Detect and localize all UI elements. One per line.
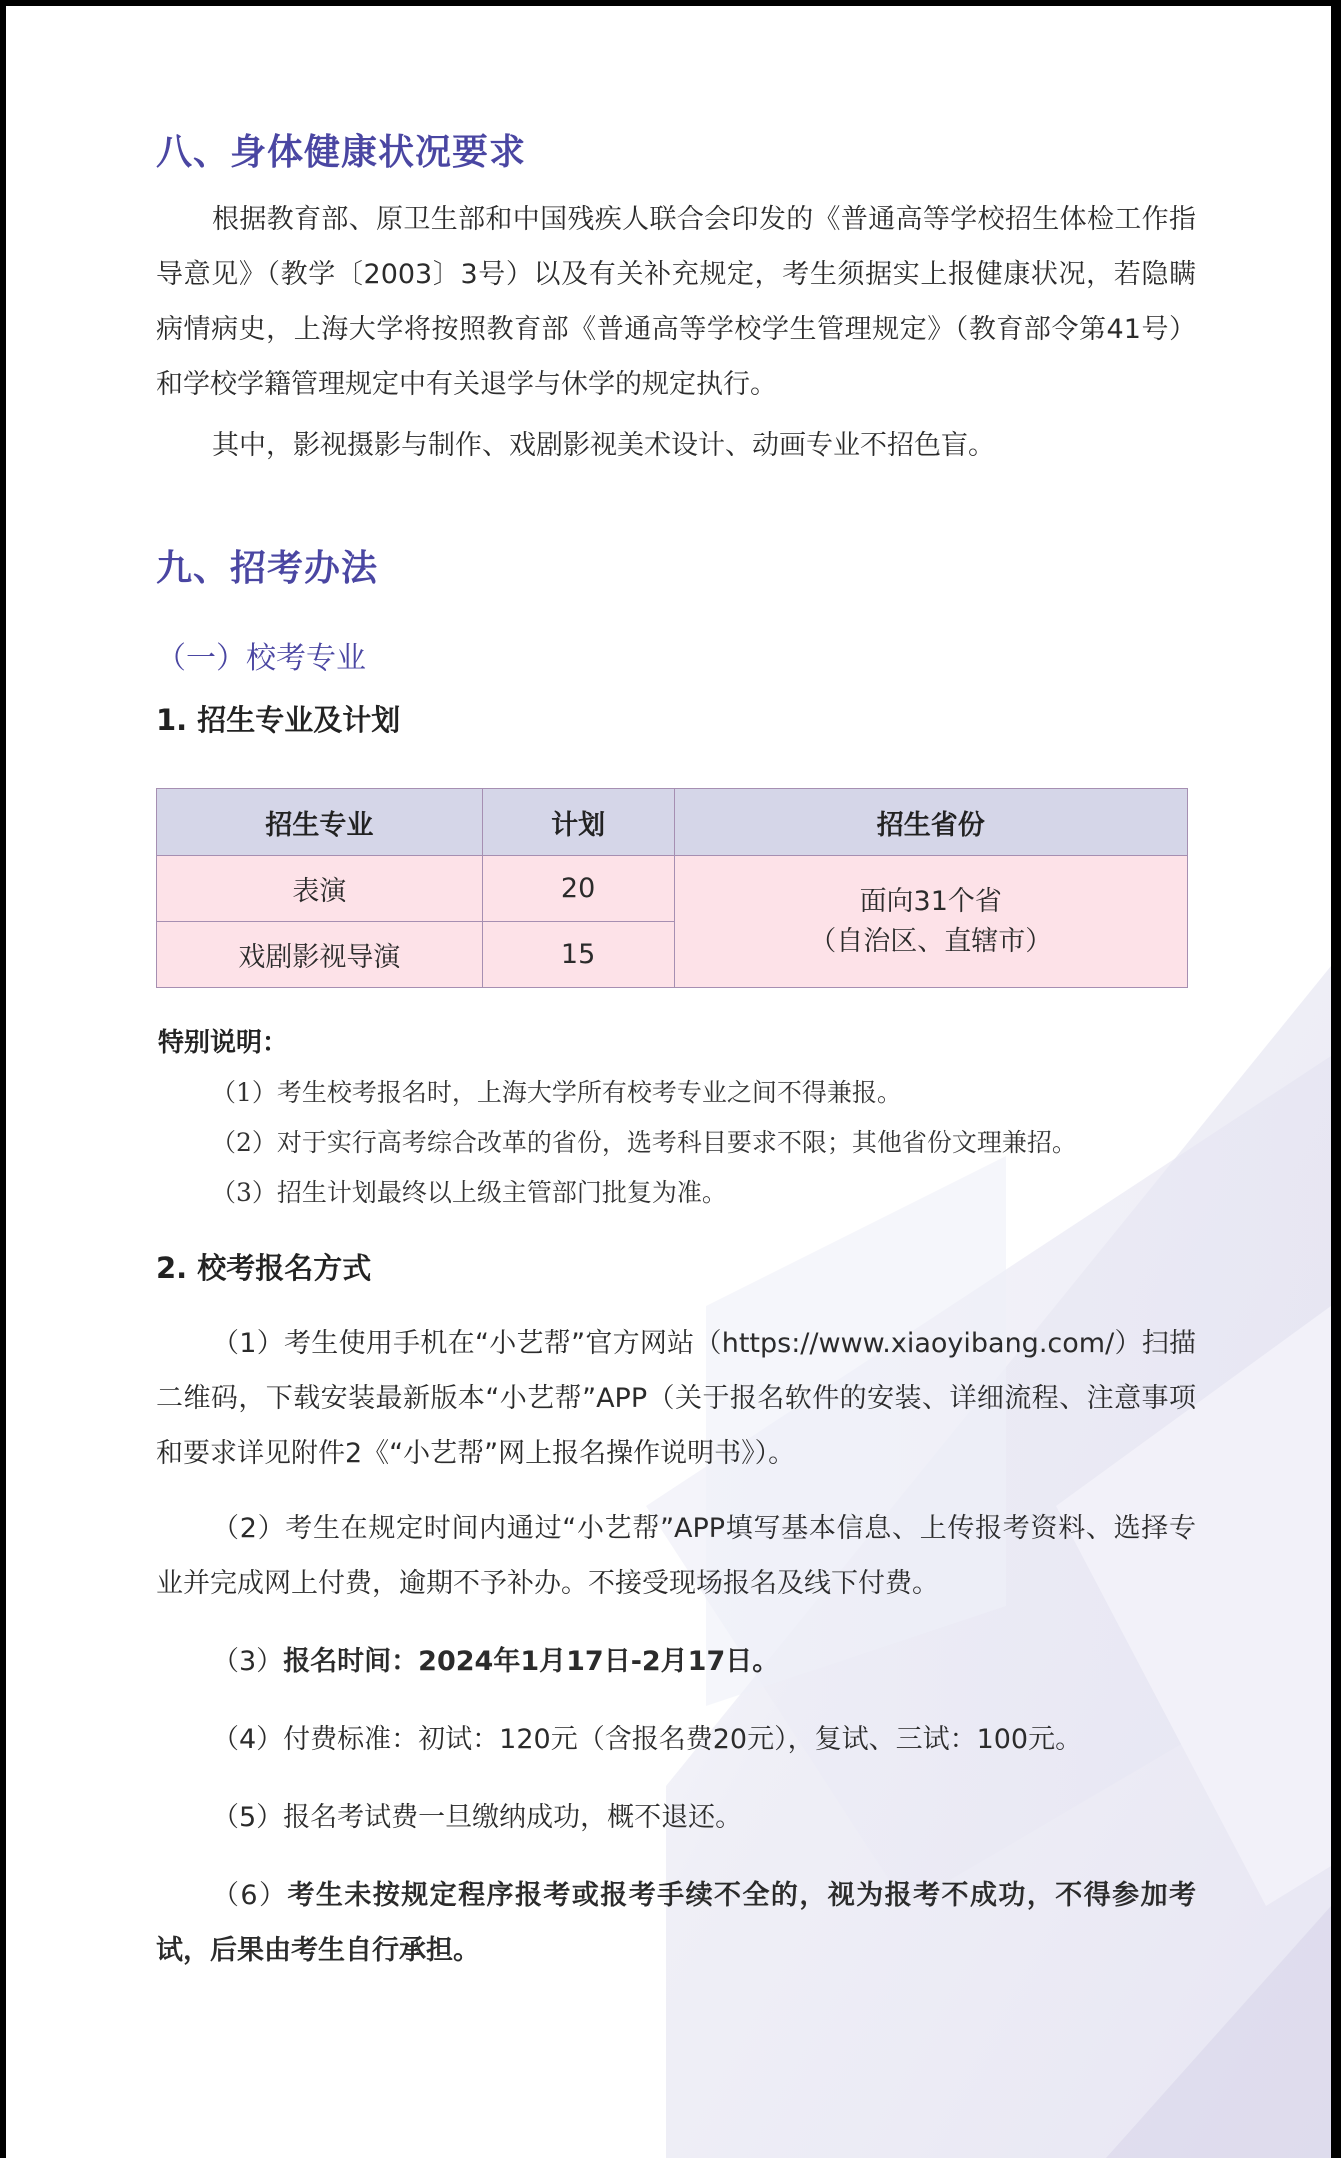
registration-paragraph-3-prefix: （3） — [212, 1646, 284, 1677]
registration-paragraph-5: （5）报名考试费一旦缴纳成功，概不退还。 — [212, 1802, 743, 1833]
table-header-row — [157, 789, 1188, 856]
header-province: 招生省份 — [674, 789, 1188, 856]
section-9-title: 九、招考办法 — [156, 548, 379, 589]
header-plan: 计划 — [482, 789, 674, 856]
registration-method-heading: 2. 校考报名方式 — [156, 1251, 372, 1285]
document-page — [6, 6, 1331, 2158]
registration-paragraph-4: （4）付费标准：初试：120元（含报名费20元），复试、三试：100元。 — [212, 1724, 1083, 1755]
cell-province — [674, 856, 1188, 988]
special-note-item-1: （1）考生校考报名时，上海大学所有校考专业之间不得兼报。 — [211, 1078, 902, 1107]
province-line-1: 面向31个省 — [859, 885, 1002, 917]
registration-paragraph-6-prefix: （6） — [212, 1880, 288, 1911]
cell-plan: 15 — [482, 922, 674, 988]
section-8-paragraph-2: 其中，影视摄影与制作、戏剧影视美术设计、动画专业不招色盲。 — [212, 430, 995, 461]
special-note-item-3: （3）招生计划最终以上级主管部门批复为准。 — [211, 1178, 727, 1207]
cell-plan: 20 — [482, 856, 674, 922]
province-line-2: （自治区、直辖市） — [809, 925, 1053, 957]
special-note-item-2: （2）对于实行高考综合改革的省份，选考科目要求不限；其他省份文理兼招。 — [211, 1128, 1077, 1157]
registration-warning: 考生未按规定程序报考或报考手续不全的，视为报考不成功，不得参加考试，后果由考生自行承担。 — [156, 1880, 1197, 1966]
registration-paragraph-2: （2）考生在规定时间内通过“小艺帮”APP填写基本信息、上传报考资料、选择专业并完成网上付费，逾期不予补办。不接受现场报名及线下付费。 — [156, 1513, 1196, 1599]
table-row — [157, 856, 1188, 922]
subsection-school-exam-title: （一）校考专业 — [156, 641, 366, 676]
section-8-paragraph-1: 根据教育部、原卫生部和中国残疾人联合会印发的《普通高等学校招生体检工作指导意见》（教学〔2003〕3号）以及有关补充规定，考生须据实上报健康状况，若隐瞒病情病史，上海大学将按照教育部《普通高等学校学生管理规定》（教育部令第41号）和学校学籍管理规定中有关退学与休学的规定执行。 — [156, 204, 1196, 400]
special-note-title: 特别说明： — [158, 1028, 289, 1058]
enrollment-plan-table — [156, 788, 1188, 988]
registration-paragraph-6 — [156, 1868, 1196, 1978]
header-major: 招生专业 — [157, 789, 483, 856]
registration-time: 报名时间：2024年1月17日-2月17日。 — [283, 1646, 780, 1677]
registration-paragraph-1: （1）考生使用手机在“小艺帮”官方网站（https://www.xiaoyibang.com/）扫描二维码，下载安装最新版本“小艺帮”APP（关于报名软件的安装、详细流程、注意事项和要求详见附件2《“小艺帮”网上报名操作说明书》）。 — [156, 1328, 1196, 1469]
cell-major: 戏剧影视导演 — [157, 922, 483, 988]
section-8-title: 八、身体健康状况要求 — [156, 132, 527, 173]
cell-major: 表演 — [157, 856, 483, 922]
enrollment-plan-heading: 1. 招生专业及计划 — [156, 703, 401, 737]
registration-paragraph-3 — [156, 1642, 1196, 1682]
